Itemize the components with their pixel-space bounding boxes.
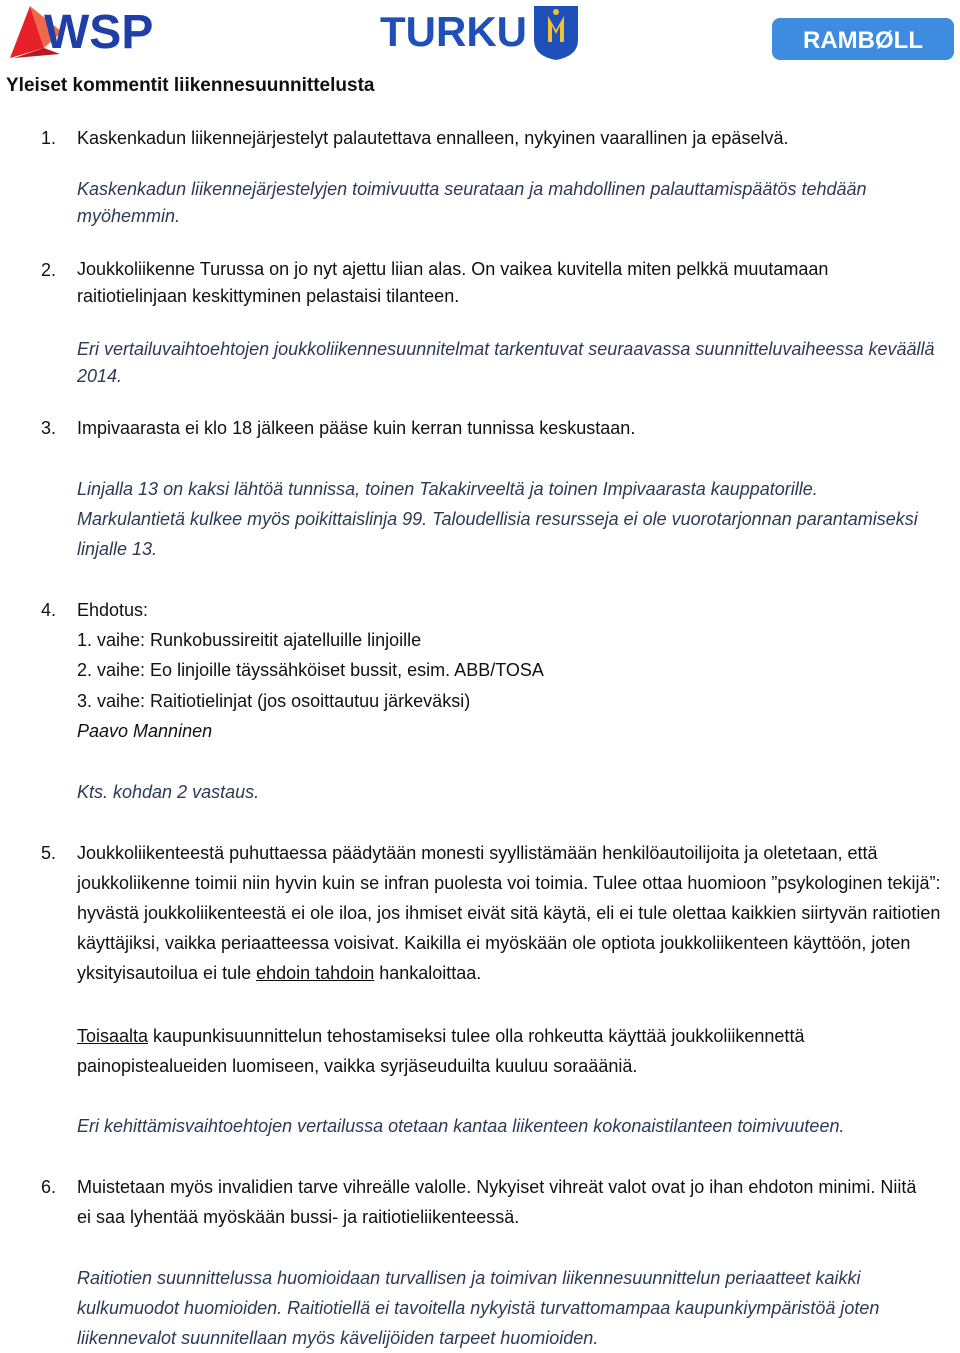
item-comment-continued [77, 1021, 917, 1081]
item-comment-text: kaupunkisuunnittelun tehostamiseksi tulee olla rohkeutta käyttää joukkoliikennettä painopistealueiden luomiseen, vaikka syrjäseuduilta kuuluu soraääniä. [77, 1026, 805, 1076]
item-answer: Eri vertailuvaihtoehtojen joukkoliikennesuunnitelmat tarkentuvat seuraavassa suunnitteluvaiheessa keväällä 2014. [77, 339, 935, 386]
document-title: Yleiset kommentit liikennesuunnittelusta [6, 75, 375, 96]
page-header [0, 0, 960, 66]
item-number: 5. [41, 843, 57, 863]
item-proposal-line: Ehdotus: [77, 600, 149, 620]
item-comment-text: Joukkoliikenteestä puhuttaessa päädytään monesti syyllistämään henkilöautoilijoita ja oletetaan, että joukkoliikenne toimii niin hyvin kuin se infran puolesta voi toimia. Tulee ottaa huomioon ”psykologinen tekijä”: hyvästä joukkoliikenteestä ei ole iloa, jos ihmiset eivät sitä käytä, eli ei tule olettaa kaikkien siirtyvän raitiotien käyttäjiksi, vaikka periaatteessa voisivat. Kaikilla ei myöskään ole optiota joukkoliikenteen käyttöön, joten yksityisautoilua ei tule [77, 843, 941, 983]
item-number: 2. [41, 260, 57, 280]
item-answer: Kaskenkadun liikennejärjestelyjen toimivuutta seurataan ja mahdollinen palauttamispäätös tehdään myöhemmin. [77, 179, 867, 226]
turku-logo [378, 2, 588, 62]
item-number: 3. [41, 418, 57, 438]
item-number: 4. [41, 600, 57, 620]
item-comment [77, 838, 957, 988]
item-answer: Raitiotien suunnittelussa huomioidaan turvallisen ja toimivan liikennesuunnittelun periaatteet kaikki kulkumuodot huomioiden. Raitiotiellä ei tavoitella nykyistä turvattomampaa kaupunkiympäristöä joten liikennevalot suunnitellaan myös kävelijöiden tarpeet huomioiden. [77, 1268, 880, 1348]
item-number: 6. [41, 1177, 57, 1197]
turku-crest-icon [534, 6, 578, 60]
item-answer: Eri kehittämisvaihtoehtojen vertailussa otetaan kantaa liikenteen kokonaistilanteen toimivuuteen. [77, 1116, 845, 1136]
item-proposal-line: 1. vaihe: Runkobussireitit ajatelluille linjoille [77, 630, 422, 650]
item-comment: Joukkoliikenne Turussa on jo nyt ajettu liian alas. On vaikea kuvitella miten pelkkä muutamaan raitiotielinjaan keskittyminen pelastaisi tilanteen. [77, 259, 829, 306]
item-comment: Kaskenkadun liikennejärjestelyt palautettava ennalleen, nykyinen vaarallinen ja epäselvä. [77, 128, 789, 148]
turku-logo-text: TURKU [380, 8, 527, 55]
wsp-logo [4, 2, 190, 60]
item-answer: Kts. kohdan 2 vastaus. [77, 782, 260, 802]
ramboll-logo [772, 18, 954, 60]
item-number: 1. [41, 128, 57, 148]
underlined-phrase: ehdoin tahdoin [256, 963, 375, 983]
underlined-phrase: Toisaalta [77, 1026, 149, 1046]
item-signature: Paavo Manninen [77, 721, 213, 741]
wsp-logo-text: WSP [44, 6, 154, 59]
item-proposal-line: 2. vaihe: Eo linjoille täyssähköiset bussit, esim. ABB/TOSA [77, 660, 544, 680]
item-comment-text: hankaloittaa. [374, 963, 482, 983]
item-comment: Muistetaan myös invalidien tarve vihreälle valolle. Nykyiset vihreät valot ovat jo ihan ehdoton minimi. Niitä ei saa lyhentää myöskään bussi- ja raitiotieliikenteessä. [77, 1177, 917, 1227]
item-comment: Impivaarasta ei klo 18 jälkeen pääse kuin kerran tunnissa keskustaan. [77, 418, 636, 438]
item-proposal-line: 3. vaihe: Raitiotielinjat (jos osoittautuu järkeväksi) [77, 691, 471, 711]
ramboll-logo-text: RAMBØLL [803, 27, 923, 54]
item-answer: Linjalla 13 on kaksi lähtöä tunnissa, toinen Takakirveeltä ja toinen Impivaarasta kauppatorille. Markulantietä kulkee myös poikittaislinja 99. Taloudellisia resursseja ei ole vuorotarjonnan parantamiseksi linjalle 13. [77, 479, 918, 559]
